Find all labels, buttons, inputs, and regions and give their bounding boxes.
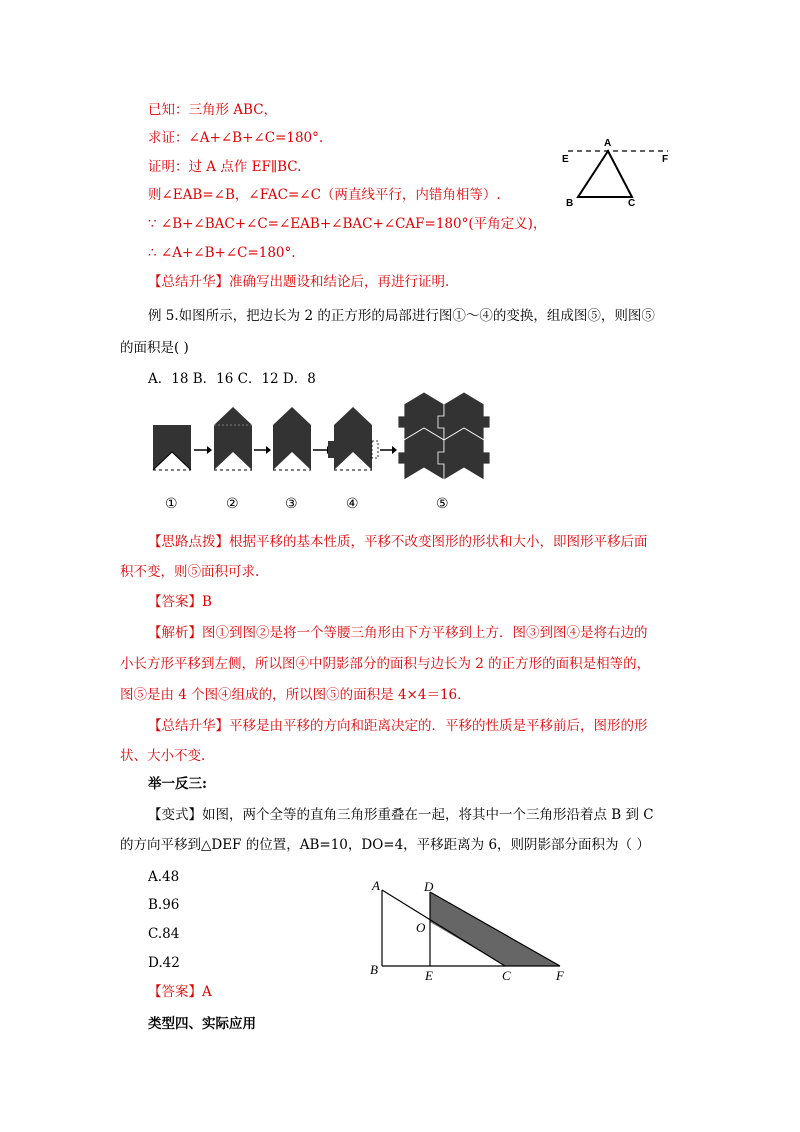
option-c: C.84 [148,926,180,942]
shape-5 [398,392,490,480]
fig-label-3: ③ [285,496,298,512]
summary-line: 【总结升华】准确写出题设和结论后，再进行证明. [148,274,450,290]
shape-1 [153,425,191,470]
example5-options: A．18 B．16 C．12 D．8 [148,371,316,387]
label-a2: A [372,878,380,893]
example5-line2: 的面积是( ) [120,340,189,356]
option-a: A.48 [148,869,180,885]
label-o: O [416,920,426,935]
answer-1: 【答案】B [148,594,212,610]
option-b: B.96 [148,897,180,913]
summary2-line2: 状、大小不变. [120,748,206,764]
label-c: C [628,198,636,209]
label-e: E [562,154,569,165]
label-f2: F [556,968,564,983]
overlap-triangles-diagram [360,876,575,986]
because-line: ∵ ∠B+∠BAC+∠C=∠EAB+∠BAC+∠CAF=180°(平角定义)， [148,216,547,232]
analysis-line2: 小长方形平移到左侧，所以图④中阴影部分的面积与边长为 2 的正方形的面积是相等的， [120,656,651,672]
label-a: A [604,138,612,149]
shape-2 [214,407,252,470]
shape-3 [273,407,311,470]
label-f: F [662,154,669,165]
given-line: 已知：三角形 ABC， [148,102,278,118]
variant-line1: 【变式】如图，两个全等的直角三角形重叠在一起，将其中一个三角形沿着点 B 到 C [148,807,654,823]
analysis-line1: 【解析】图①到图②是将一个等腰三角形由下方平移到上方．图③到图④是将右边的 [148,625,648,641]
label-e2: E [425,968,433,983]
prove-line: 求证：∠A+∠B+∠C=180°. [148,130,324,146]
fig-label-5: ⑤ [436,496,449,512]
option-d: D.42 [148,955,180,971]
then-line: 则∠EAB=∠B，∠FAC=∠C（两直线平行，内错角相等）. [148,187,501,203]
analysis-line3: 图⑤是由 4 个图④组成的，所以图⑤的面积是 4×4＝16． [120,687,471,703]
variant-line2: 的方向平移到△DEF 的位置，AB=10，DO=4，平移距离为 6，则阴影部分面积为（ ） [120,837,650,853]
practice-heading: 举一反三: [148,776,207,792]
therefore-line: ∴ ∠A+∠B+∠C=180°. [148,245,296,261]
triangle-diagram [560,135,675,210]
hint-line1: 【思路点拨】根据平移的基本性质，平移不改变图形的形状和大小，即图形平移后面 [148,534,648,550]
proof-line: 证明：过 A 点作 EF∥BC. [148,159,302,175]
fig-label-2: ② [226,496,239,512]
label-b2: B [370,962,378,977]
transform-diagram [148,388,528,523]
hint-line2: 积不变，则⑤面积可求. [120,564,260,580]
triangle-abc [578,151,632,197]
example5-line1: 例 5.如图所示，把边长为 2 的正方形的局部进行图①～④的变换，组成图⑤，则图⑤ [148,308,655,324]
label-c2: C [502,968,511,983]
section-heading: 类型四、实际应用 [148,1016,256,1032]
label-b: B [566,198,574,209]
answer-2: 【答案】A [148,984,212,1000]
fig-label-4: ④ [346,496,359,512]
shape-4 [328,407,378,470]
label-d: D [424,879,434,894]
summary2-line1: 【总结升华】平移是由平移的方向和距离决定的．平移的性质是平移前后，图形的形 [148,718,648,734]
fig-label-1: ① [165,496,178,512]
